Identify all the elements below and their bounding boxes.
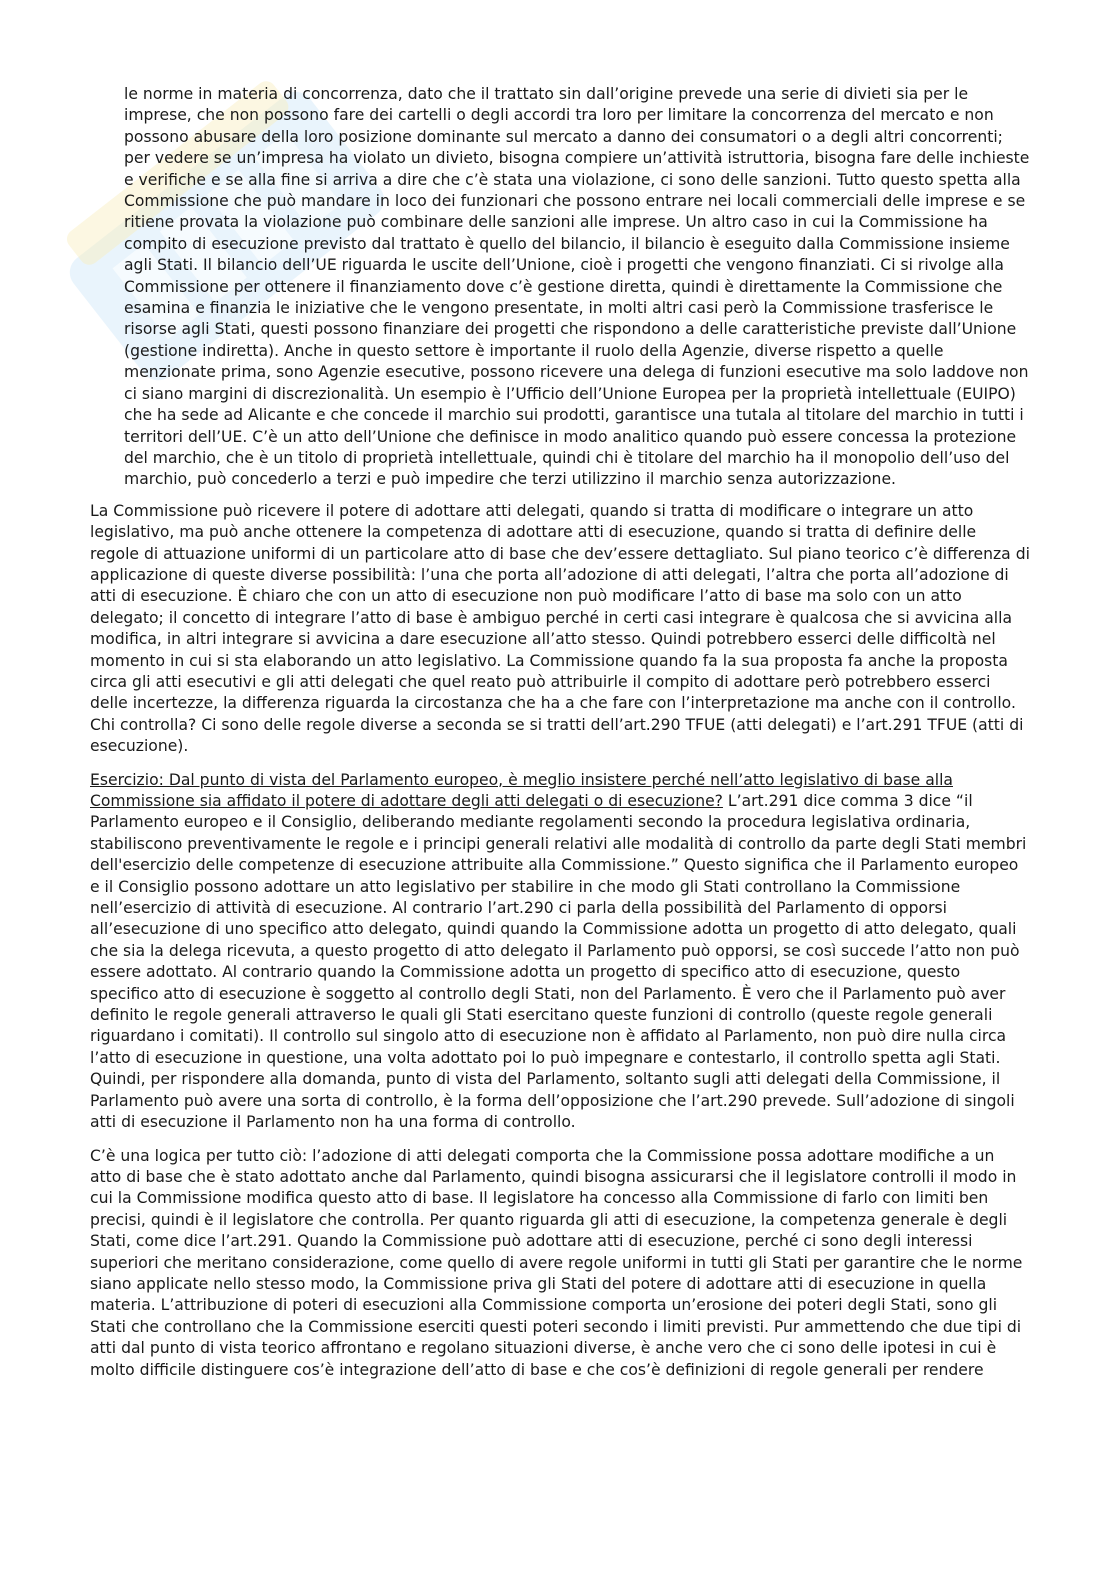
document-body: [90, 84, 1030, 1393]
paragraph: le norme in materia di concorrenza, dato che il trattato sin dall’origine prevede una serie di divieti sia per le imprese, che non possono fare dei cartelli o degli accordi tra loro per limitare la concorrenza del mercato e non possono abusare della loro posizione dominante sul mercato a danno dei consumatori o a degli altri concorrenti; per vedere se un’impresa ha violato un divieto, bisogna compiere un’attività istruttoria, bisogna fare delle inchieste e verifiche e se alla fine si arriva a dire che c’è stata una violazione, ci sono delle sanzioni. Tutto questo spetta alla Commissione che può mandare in loco dei funzionari che possono entrare nei locali commerciali delle imprese e se ritiene provata la violazione può combinare delle sanzioni alle imprese. Un altro caso in cui la Commissione ha compito di esecuzione previsto dal trattato è quello del bilancio, il bilancio è eseguito dalla Commissione insieme agli Stati. Il bilancio dell’UE riguarda le uscite dell’Unione, cioè i progetti che vengono finanziati. Ci si rivolge alla Commissione per ottenere il finanziamento dove c’è gestione diretta, quindi è direttamente la Commissione che esamina e finanzia le iniziative che le vengono presentate, in molti altri casi però la Commissione trasferisce le risorse agli Stati, questi possono finanziare dei progetti che rispondono a delle caratteristiche previste dall’Unione (gestione indiretta). Anche in questo settore è importante il ruolo della Agenzie, diverse rispetto a quelle menzionate prima, sono Agenzie esecutive, possono ricevere una delega di funzioni esecutive ma solo laddove non ci siano margini di discrezionalità. Un esempio è l’Ufficio dell’Unione Europea per la proprietà intellettuale (EUIPO) che ha sede ad Alicante e che concede il marchio sui prodotti, garantisce una tutala al titolare del marchio in tutti i territori dell’UE. C’è un atto dell’Unione che definisce in modo analitico quando può essere concessa la protezione del marchio, che è un titolo di proprietà intellettuale, quindi chi è titolare del marchio ha il monopolio dell’uso del marchio, può concederlo a terzi e può impedire che terzi utilizzino il marchio senza autorizzazione.: [124, 85, 1030, 489]
paragraph: C’è una logica per tutto ciò: l’adozione di atti delegati comporta che la Commissione possa adottare modifiche a un atto di base che è stato adottato anche dal Parlamento, quindi bisogna assicurarsi che il legislatore controlli il modo in cui la Commissione modifica questo atto di base. Il legislatore ha concesso alla Commissione di farlo con limiti ben precisi, quindi è il legislatore che controlla. Per quanto riguarda gli atti di esecuzione, la competenza generale è degli Stati, come dice l’art.291. Quando la Commissione può adottare atti di esecuzione, perché ci sono degli interessi superiori che meritano considerazione, come quello di avere regole uniformi in tutti gli Stati per garantire che le norme siano applicate nello stesso modo, la Commissione priva gli Stati del potere di adottare atti di esecuzione in quella materia. L’attribuzione di poteri di esecuzioni alla Commissione comporta un’erosione dei poteri degli Stati, sono gli Stati che controllano che la Commissione eserciti questi poteri secondo i limiti previsti. Pur ammettendo che due tipi di atti dal punto di vista teorico affrontano e regolano situazioni diverse, è anche vero che ci sono delle ipotesi in cui è molto difficile distinguere cos’è integrazione dell’atto di base e che cos’è definizioni di regole generali per rendere: [90, 1146, 1023, 1379]
paragraph-text: L’art.291 dice comma 3 dice “il Parlamento europeo e il Consiglio, deliberando mediante regolamenti secondo la procedura legislativa ordinaria, stabiliscono preventivamente le regole e i principi generali relativi alle modalità di controllo da parte degli Stati membri dell'esercizio delle competenze di esecuzione attribuite alla Commissione.” Questo significa che il Parlamento europeo e il Consiglio possono adottare un atto legislativo per stabilire in che modo gli Stati controllano la Commissione nell’esercizio di attività di esecuzione. Al contrario l’art.290 ci parla della possibilità del Parlamento di opporsi all’esecuzione di uno specifico atto delegato, quindi quando la Commissione adotta un progetto di atto delegato, quali che sia la delega ricevuta, a questo progetto di atto delegato il Parlamento può opporsi, se così succede l’atto non può essere adottato. Al contrario quando la Commissione adotta un progetto di specifico atto di esecuzione, questo specifico atto di esecuzione è soggetto al controllo degli Stati, non del Parlamento. È vero che il Parlamento può aver definito le regole generali attraverso le quali gli Stati esercitano queste funzioni di controllo (queste regole generali riguardano i comitati). Il controllo sul singolo atto di esecuzione non è affidato al Parlamento, non può dire nulla circa l’atto di esecuzione in questione, una volta adottato poi lo può impegnare e contestarlo, il controllo spetta agli Stati. Quindi, per rispondere alla domanda, punto di vista del Parlamento, soltanto sugli atti delegati della Commissione, il Parlamento può avere una sorta di controllo, è la forma dell’opposizione che l’art.290 prevede. Sull’adozione di singoli atti di esecuzione il Parlamento non ha una forma di controllo.: [90, 792, 1027, 1132]
paragraph: La Commissione può ricevere il potere di adottare atti delegati, quando si tratta di modificare o integrare un atto legislativo, ma può anche ottenere la competenza di adottare atti di esecuzione, quando si tratta di definire delle regole di attuazione uniformi di un particolare atto di base che dev’essere dettagliato. Sul piano teorico c’è differenza di applicazione di queste diverse possibilità: l’una che porta all’adozione di atti delegati, l’altra che porta all’adozione di atti di esecuzione. È chiaro che con un atto di esecuzione non può modificare l’atto di base ma solo con un atto delegato; il concetto di integrare l’atto di base è ambiguo perché in certi casi integrare è qualcosa che si avvicina alla modifica, in altri integrare si avvicina a dare esecuzione all’atto stesso. Quindi potrebbero esserci delle difficoltà nel momento in cui si sta elaborando un atto legislativo. La Commissione quando fa la sua proposta fa anche la proposta circa gli atti esecutivi e gli atti delegati che quel reato può attribuirle il compito di adottare però potrebbero esserci delle incertezze, la differenza riguarda la circostanza che ha a che fare con l’interpretazione ma anche con il controllo. Chi controlla? Ci sono delle regole diverse a seconda se si tratti dell’art.290 TFUE (atti delegati) e l’art.291 TFUE (atti di esecuzione).: [90, 501, 1030, 756]
paragraph: [90, 770, 1030, 1134]
exercise-question: Esercizio: Dal punto di vista del Parlamento europeo, è meglio insistere perché nell’atto legislativo di base alla Commissione sia affidato il potere di adottare degli atti delegati o di esecuzione?: [90, 770, 953, 810]
